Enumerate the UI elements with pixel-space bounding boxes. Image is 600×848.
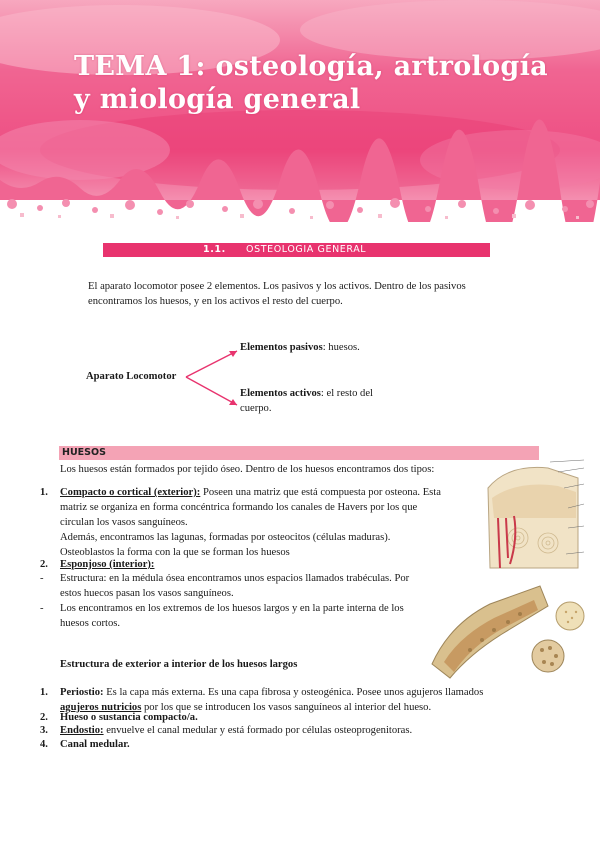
section-label: OSTEOLOGIA GENERAL	[246, 244, 367, 255]
title-line-2: y miología general	[74, 84, 361, 115]
compact-bone-item	[60, 485, 480, 560]
diagram-root-label: Aparato Locomotor	[86, 371, 177, 382]
active-elements	[240, 386, 400, 416]
bullet-2-dash: -	[40, 603, 44, 614]
active-desc: : el resto del	[320, 388, 373, 399]
passive-elements	[240, 340, 360, 355]
passive-desc: : huesos.	[322, 342, 360, 353]
compact-bone-illustration	[478, 458, 588, 578]
bullet-2-line-2: huesos cortos.	[60, 618, 121, 629]
huesos-intro: Los huesos están formados por tejido óseo. Dentro de los huesos encontramos dos tipos:	[60, 464, 435, 475]
compact-term: Compacto o cortical (exterior):	[60, 487, 201, 498]
periostio-term: Periostio:	[60, 687, 104, 698]
bullet-1-line-2: estos huecos pasan los vasos sanguíneos.	[60, 588, 234, 599]
branch-arrows	[182, 347, 242, 409]
endostio-desc: envuelve el canal medular y está formado por células osteoprogenitoras.	[103, 725, 413, 736]
document-title	[74, 50, 594, 116]
medullary-canal-item: Canal medular.	[60, 739, 130, 750]
active-term: Elementos activos	[240, 388, 321, 399]
intro-line-1: El aparato locomotor posee 2 elementos. Los pasivos y los activos. Dentro de los pasivos	[88, 281, 466, 292]
periostio-line-2: por los que se introducen los vasos sanguíneos al interior del hueso.	[141, 702, 432, 713]
spongy-term: Esponjoso (interior):	[60, 559, 155, 570]
endostio-term: Endostio:	[60, 725, 104, 736]
long-bone-section-illustration	[430, 584, 590, 680]
compact-line-4: Además, encontramos las lagunas, formadas por osteocitos (células maduras).	[60, 532, 391, 543]
passive-term: Elementos pasivos	[240, 342, 323, 353]
header-banner	[0, 0, 600, 222]
intro-line-2: encontramos los huesos, y en los activos el resto del cuerpo.	[88, 296, 343, 307]
active-desc-line-2: cuerpo.	[240, 403, 272, 414]
structure-item-2-number: 2.	[40, 712, 48, 723]
huesos-heading: HUESOS	[59, 446, 539, 460]
endostio-item	[60, 723, 570, 738]
compact-substance-item: Hueso o sustancia compacto/a.	[60, 712, 198, 723]
structure-item-4-number: 4.	[40, 739, 48, 750]
spongy-bullet-2	[60, 601, 440, 631]
compact-desc: Poseen una matriz que está compuesta por osteona. Esta	[200, 487, 441, 498]
structure-item-3-number: 3.	[40, 725, 48, 736]
compact-line-5: Osteoblastos la forma con la que se forman los huesos	[60, 547, 290, 558]
compact-line-2: matriz se organiza en forma concéntrica formando los canales de Havers por los que	[60, 502, 418, 513]
agujeros-nutricios-term: agujeros nutricios	[60, 702, 142, 713]
title-line-1: TEMA 1: osteología, artrología	[74, 51, 548, 82]
bullet-1-line-1: Estructura: en la médula ósea encontramos unos espacios llamados trabéculas. Por	[60, 573, 410, 584]
periostio-desc: Es la capa más externa. Es una capa fibrosa y osteogénica. Posee unos agujeros llamados	[103, 687, 484, 698]
structure-item-1-number: 1.	[40, 687, 48, 698]
compact-line-3: circulan los vasos sanguíneos.	[60, 517, 188, 528]
bullet-2-line-1: Los encontramos en los extremos de los huesos largos y en la parte interna de los	[60, 603, 404, 614]
section-number: 1.1.	[203, 244, 226, 255]
intro-paragraph	[88, 279, 528, 309]
structure-heading: Estructura de exterior a interior de los huesos largos	[60, 659, 298, 670]
item-2-number: 2.	[40, 559, 48, 570]
bullet-1-dash: -	[40, 573, 44, 584]
item-1-number: 1.	[40, 487, 48, 498]
spongy-bullet-1	[60, 571, 440, 601]
section-header	[103, 243, 490, 257]
